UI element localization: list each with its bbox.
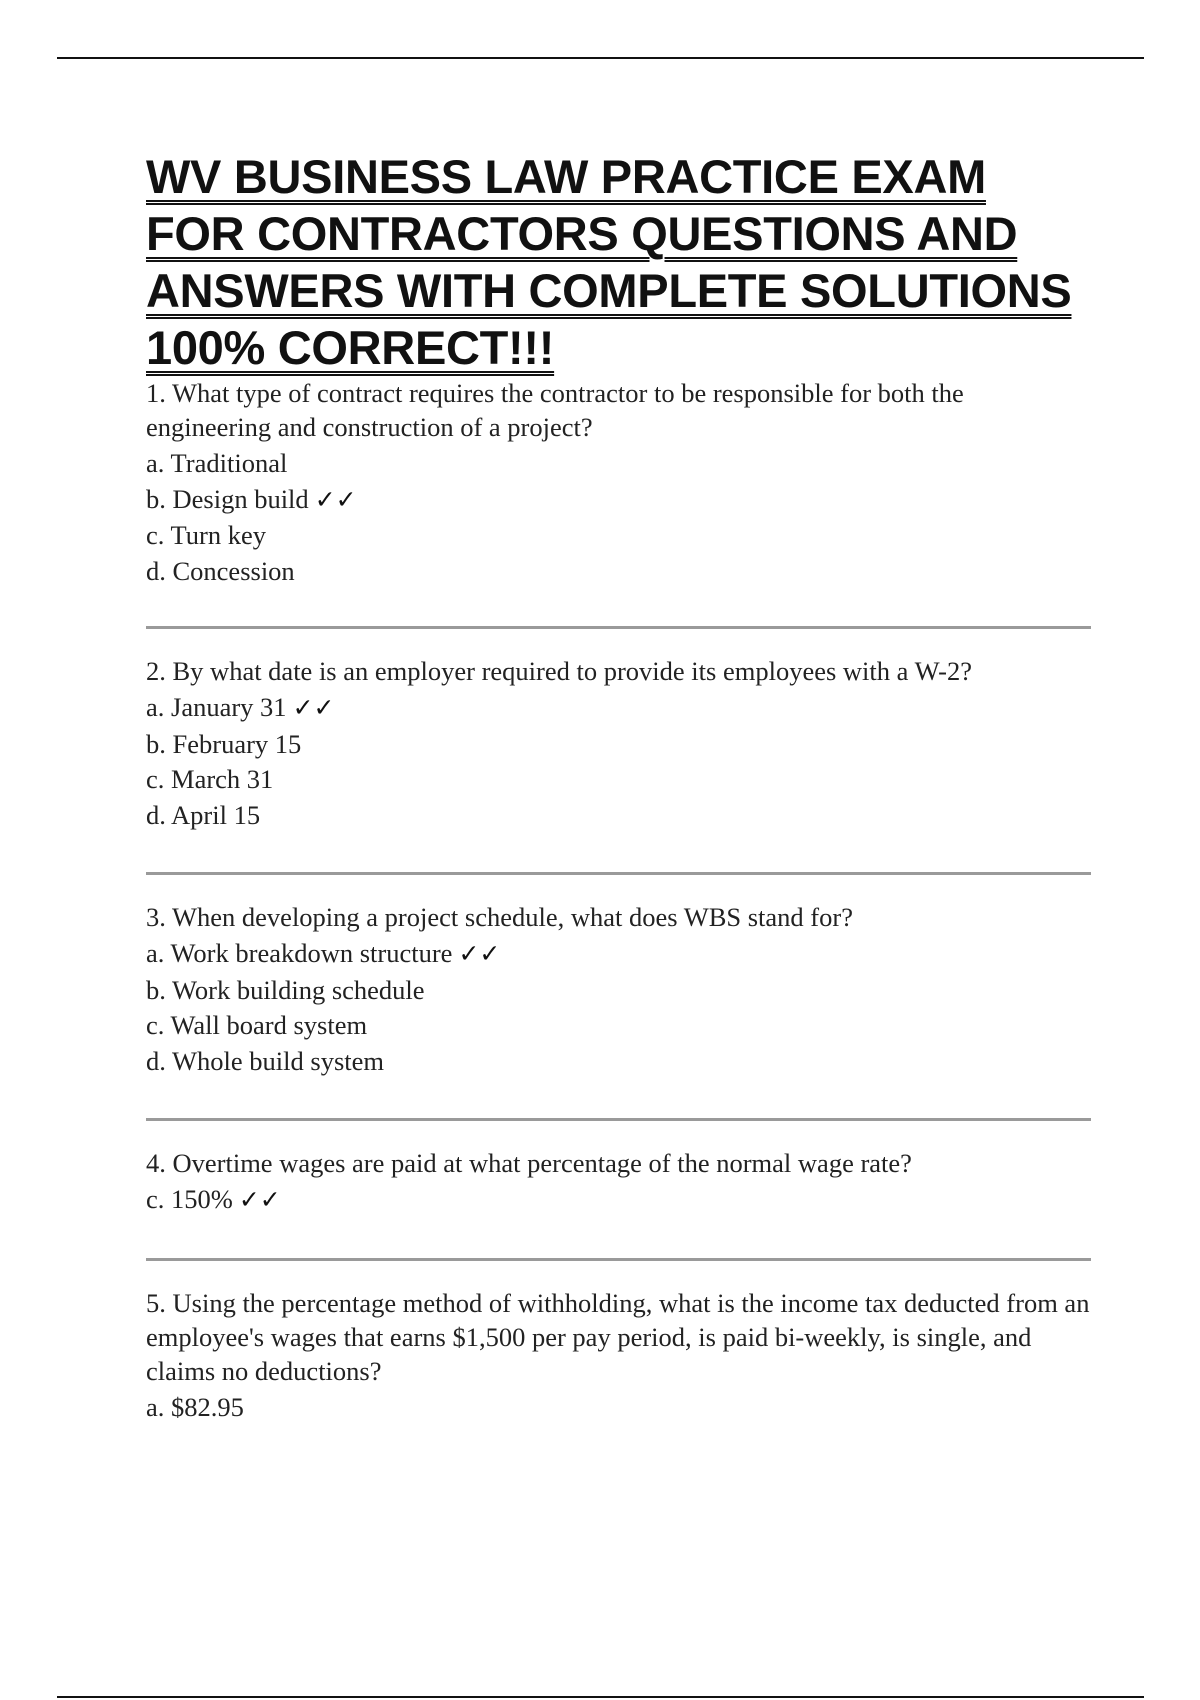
answer-option [146,1390,1091,1425]
answer-option [146,973,1091,1008]
answer-option-correct [146,936,1091,972]
answer-option [146,798,1091,833]
answer-option-correct [146,482,1091,518]
question-4 [146,1146,1091,1218]
answer-option-label: b. February 15 [146,728,302,759]
answer-option-label: c. 150% [146,1184,233,1214]
question-divider [146,1118,1091,1121]
answer-option-label: a. $82.95 [146,1391,244,1422]
answer-option-label: a. January 31 [146,692,287,722]
answer-option-label: d. Whole build system [146,1045,384,1076]
answer-option [146,518,1091,553]
answer-option-label: d. Concession [146,555,295,586]
answer-option-label: b. Design build [146,483,309,514]
question-text: 5. Using the percentage method of withholding, what is the income tax deducted from an employee's wages that earns $1,500 per pay period, is paid bi-weekly, is single, and claims no deductions? [146,1287,1090,1386]
question-2 [146,654,1091,832]
page-bottom-rule [57,1696,1144,1698]
check-icon: ✓✓ [292,693,335,722]
answer-option [146,1044,1091,1079]
check-icon: ✓✓ [458,939,501,968]
answer-option-label: d. April 15 [146,799,261,830]
answer-option [146,1008,1091,1043]
answer-option-correct [146,1182,1091,1218]
check-icon: ✓✓ [314,484,357,514]
question-divider [146,1258,1091,1261]
question-text: 3. When developing a project schedule, what does WBS stand for? [146,902,853,932]
check-icon: ✓✓ [238,1185,281,1214]
answer-option [146,446,1091,481]
question-divider [146,626,1091,629]
page-top-rule [57,57,1144,59]
answer-option-label: c. Wall board system [146,1010,368,1040]
answer-option-label: c. March 31 [146,764,274,794]
answer-option-label: b. Work building schedule [146,974,425,1005]
document-body [146,148,1091,1425]
question-3 [146,900,1091,1078]
question-text: 4. Overtime wages are paid at what percentage of the normal wage rate? [146,1148,912,1178]
question-5 [146,1286,1091,1425]
answer-option [146,727,1091,762]
question-text: 1. What type of contract requires the contractor to be responsible for both the engineering and construction of a project? [146,378,964,442]
document-title: WV BUSINESS LAW PRACTICE EXAM FOR CONTRACTORS QUESTIONS AND ANSWERS WITH COMPLETE SOLUTIONS 100% CORRECT!!! [146,150,1072,374]
question-1 [146,376,1091,588]
answer-option [146,554,1091,589]
answer-option-label: a. Traditional [146,448,288,478]
answer-option-label: c. Turn key [146,520,267,550]
answer-option-correct [146,690,1091,726]
answer-option-label: a. Work breakdown structure [146,938,453,968]
question-text: 2. By what date is an employer required to provide its employees with a W-2? [146,656,972,686]
answer-option [146,762,1091,797]
question-divider [146,872,1091,875]
